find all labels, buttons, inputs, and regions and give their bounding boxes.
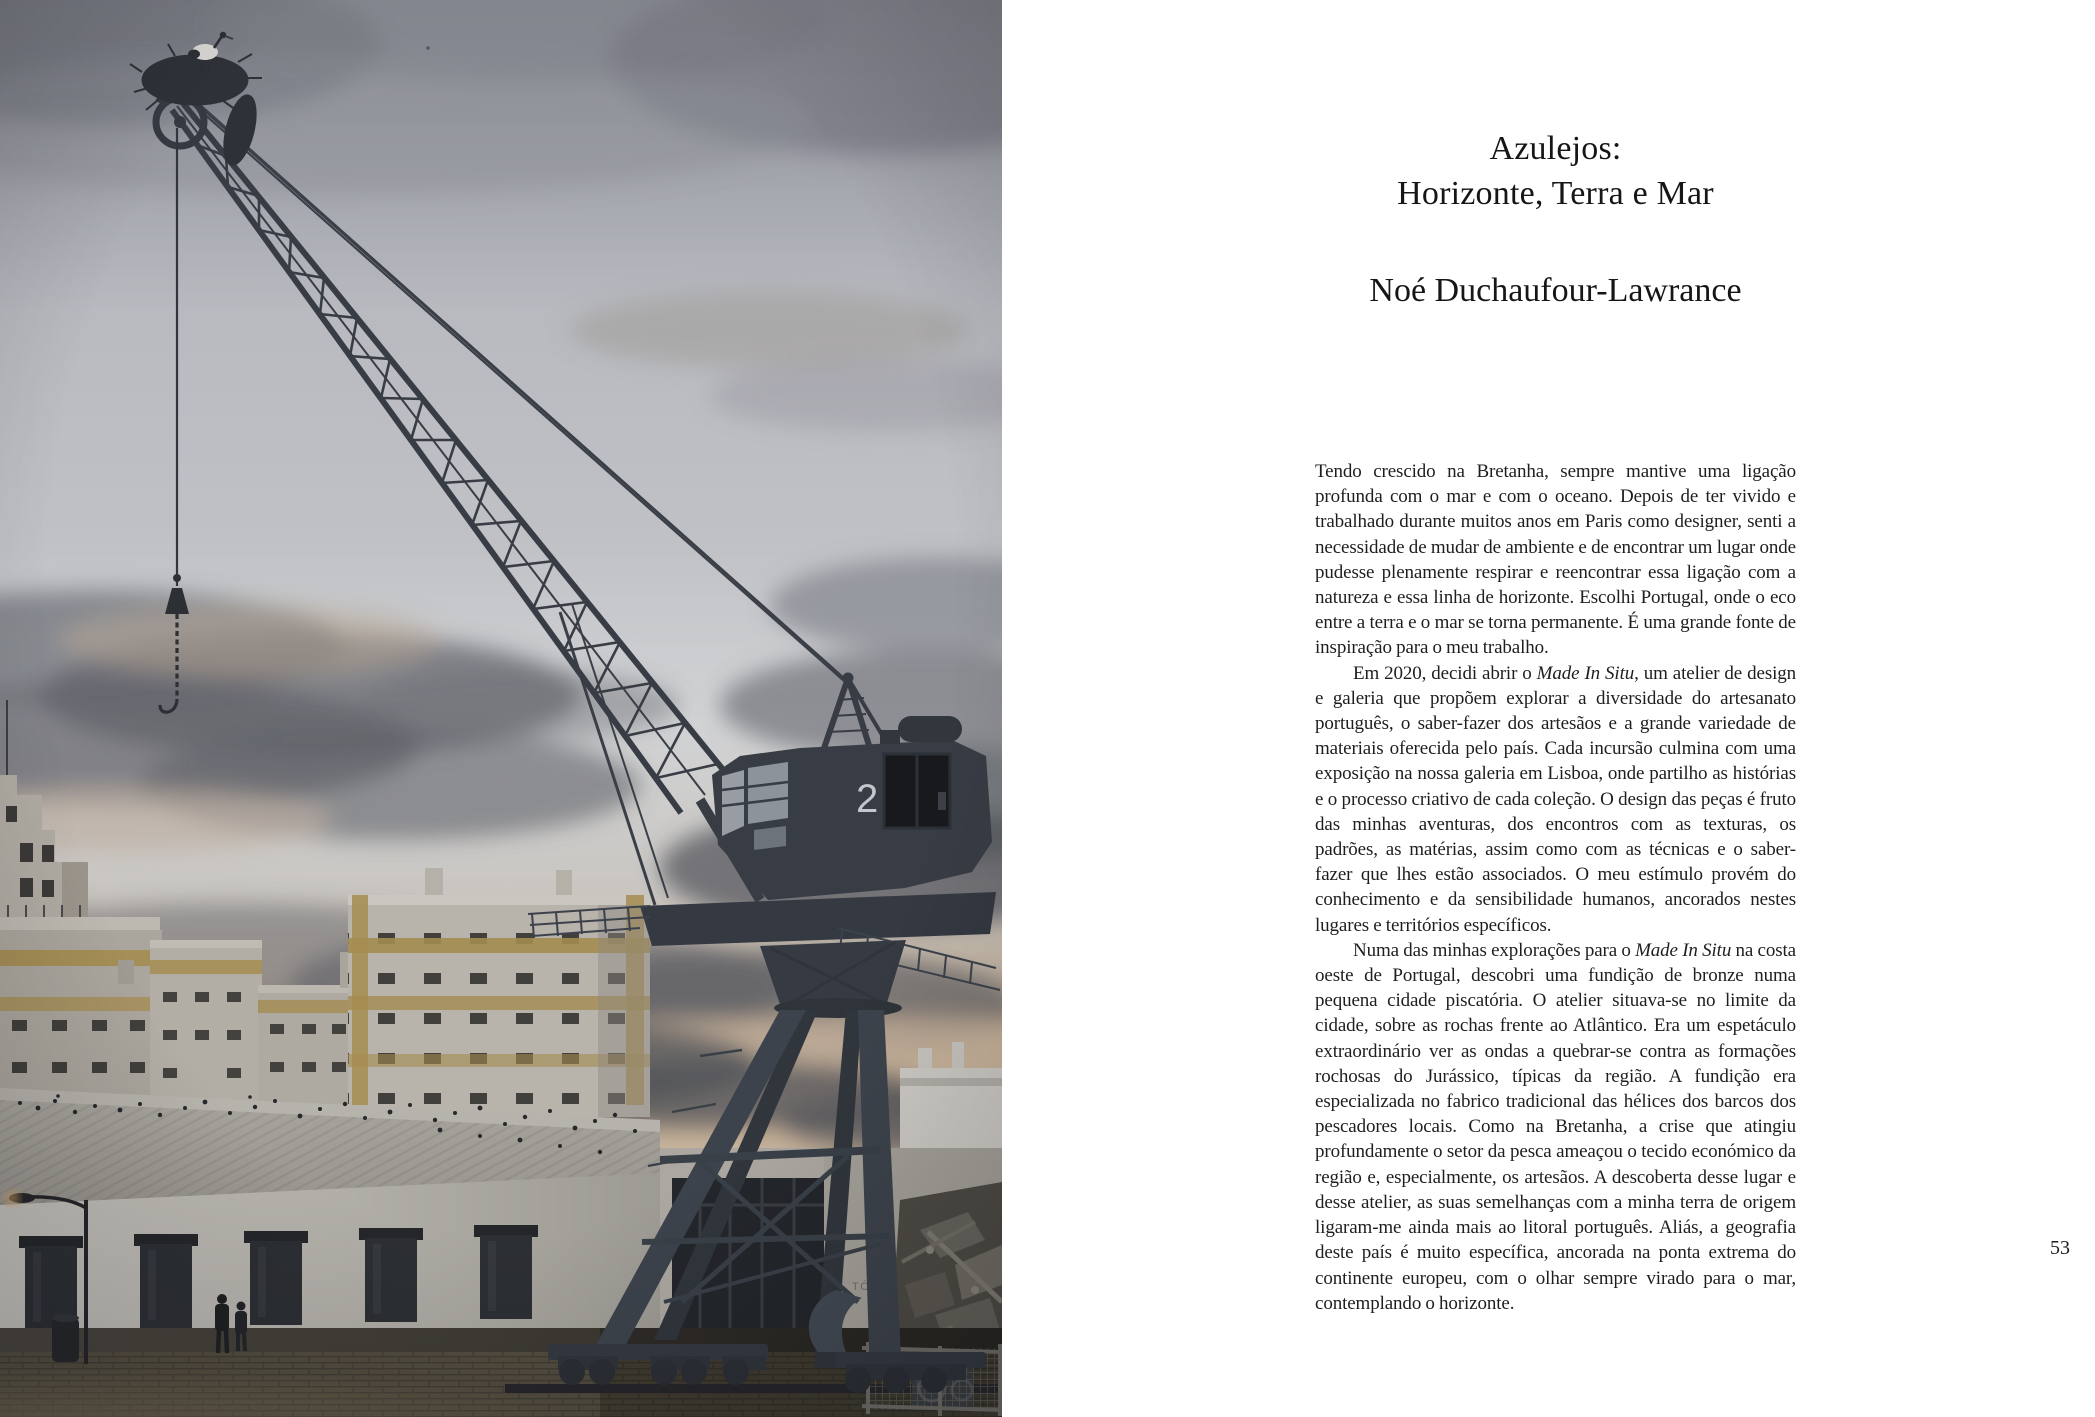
text-page (1002, 0, 2070, 1417)
paragraph (1315, 938, 1796, 1316)
text-segment: Em 2020, decidi abrir o (1353, 662, 1537, 684)
vignette (0, 0, 1002, 1417)
page-title (1315, 126, 1796, 216)
photo-illustration (0, 0, 1002, 1417)
text-segment: Numa das minhas explorações para o (1353, 939, 1636, 961)
text-segment: , um atelier de design e galeria que propõem explorar a diversidade do artesanato português, o saber-fazer dos artesãos e a grande variedade de materiais oferecida pelo país. Cada incursão culmina com uma exposição na nossa galeria em Lisboa, onde partilho as histórias e o processo criativo de cada coleção. O design das peças é fruto das minhas aventuras, dos encontros com as texturas, os padrões, as matérias, assim como com as técnicas e o saber-fazer que lhes estão associados. O meu estímulo provém do conhecimento e da sensibilidade humanos, ancorados nestes lugares e territórios específicos. (1315, 662, 1797, 936)
text-segment: Tendo crescido na Bretanha, sempre mantive uma ligação profunda com o mar e com o oceano. Depois de ter vivido e trabalhado durante muitos anos em Paris como designer, senti a necessidade de mudar de ambiente e de encontrar um lugar onde pudesse plenamente respirar e reencontrar essa ligação com a natureza e essa linha de horizonte. Escolhi Portugal, onde o eco entre a terra e o mar se torna permanente. É uma grande fonte de inspiração para o meu trabalho. (1315, 461, 1796, 659)
title-line-1: Azulejos: (1489, 130, 1622, 167)
italic-text: Made In Situ (1635, 939, 1732, 961)
title-line-2: Horizonte, Terra e Mar (1397, 175, 1714, 212)
body-text (1315, 459, 1796, 1316)
text-segment: na costa oeste de Portugal, descobri uma fundição de bronze numa pequena cidade piscatória. O atelier situava-se no limite da cidade, sobre as rochas frente ao Atlântico. Era um espetáculo extraordinário ver as ondas a quebrar-se contra as formações rochosas do Jurássico, típicas da região. A fundição era especializada no fabrico tradicional das hélices dos barcos dos pescadores locais. Como na Bretanha, a crise que atingiu profundamente o setor da pesca ameaçou o tecido económico da região e, especialmente, os artesãos. A descoberta desse lugar e desse atelier, as suas semelhanças com a minha terra de origem ligaram-me ainda mais ao litoral português. Aliás, a geografia deste país é muito específica, ancorada na ponta extrema do continente europeu, com o olhar sempre virado para o mar, contemplando o horizonte. (1315, 939, 1796, 1314)
paragraph (1315, 459, 1796, 661)
page-number: 53 (2050, 1237, 2070, 1259)
italic-text: Made In Situ (1536, 662, 1635, 684)
text-column (1315, 0, 2070, 1417)
author-name: Noé Duchaufour-Lawrance (1369, 272, 1742, 309)
photo-page (0, 0, 1002, 1417)
paragraph (1315, 661, 1796, 938)
